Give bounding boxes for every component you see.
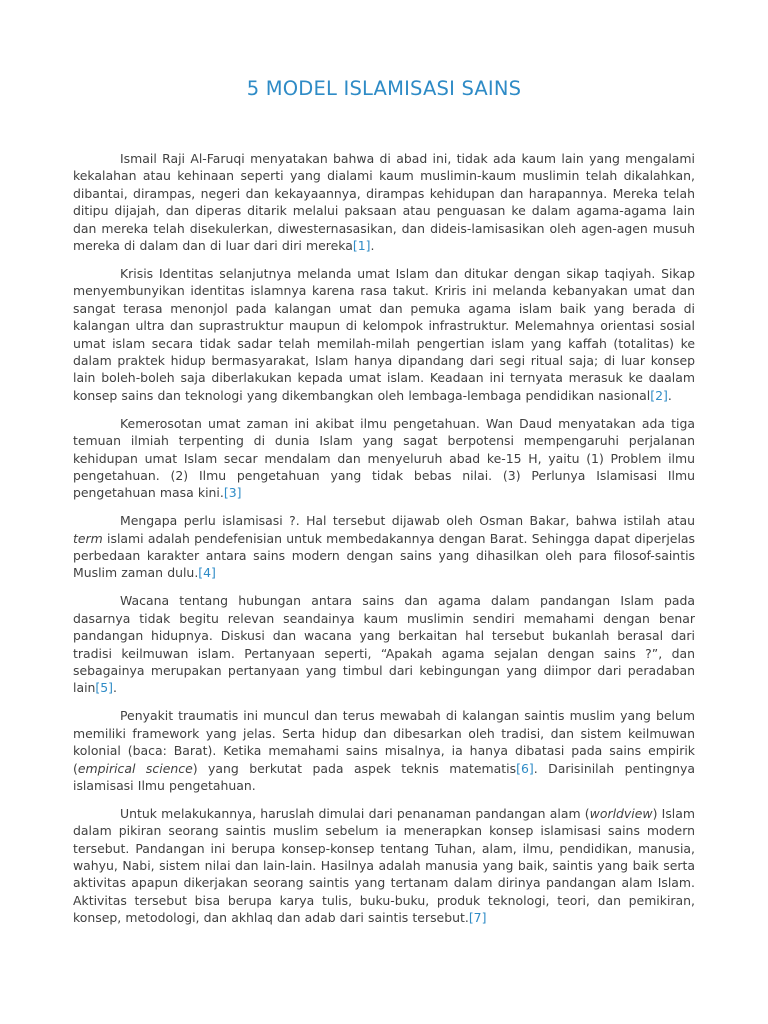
paragraph-1 <box>73 150 695 254</box>
paragraph-5 <box>73 592 695 696</box>
paragraph-text: Mengapa perlu islamisasi ?. Hal tersebut dijawab oleh Osman Bakar, bahwa istilah atau <box>120 513 695 529</box>
italic-term: term <box>73 530 103 546</box>
footnote-link-6[interactable]: [6] <box>516 760 534 776</box>
document-page <box>73 0 695 937</box>
paragraph-text-cont: ) Islam dalam pikiran seorang saintis muslim sebelum ia menerapkan konsep islamisasi sains modern tersebut. Pandangan ini berupa konsep-konsep tentang Tuhan, alam, ilmu, pendidikan, manusia, wahyu, Nabi, sistem nilai dan lain-lain. Hasilnya adalah manusia yang baik, saintis yang baik serta aktivitas apapun dikerjakan seorang saintis yang tertanam dalam dirinya pandangan alam Islam. Aktivitas tersebut bisa berupa karya tulis, buku-buku, produk teknologi, teori, dan pemikiran, konsep, metodologi, dan akhlaq dan adab dari saintis tersebut. <box>73 805 695 926</box>
footnote-link-3[interactable]: [3] <box>223 485 242 501</box>
paragraph-text-end: . <box>667 387 672 403</box>
paragraph-text: Krisis Identitas selanjutnya melanda umat Islam dan ditukar dengan sikap taqiyah. Sikap menyembunyikan identitas islamnya karena rasa takut. Kriris ini melanda kebanyakan umat dan sangat terasa menonjol pada kalangan umat dan pemuka agama islam baik yang berada di kalangan ultra dan suprastruktur maupun di kelompok infrastruktur. Melemahnya orientasi sosial umat islam secara tidak sadar telah memilah-milah pengertian islam yang kaffah (totalitas) ke dalam praktek hidup bermasyarakat, Islam hanya dipandang dari segi ritual saja; di luar konsep lain boleh-boleh saja diberlakukan kepada umat islam. Keadaan ini ternyata merasuk ke daalam konsep sains dan teknologi yang dikembangkan oleh lembaga-lembaga pendidikan nasional <box>73 265 695 403</box>
footnote-link-1[interactable]: [1] <box>352 238 371 254</box>
paragraph-3 <box>73 415 695 502</box>
paragraph-6 <box>73 707 695 794</box>
footnote-link-7[interactable]: [7] <box>468 910 487 926</box>
italic-term: empirical science <box>77 760 193 776</box>
paragraph-text: Ismail Raji Al-Faruqi menyatakan bahwa di abad ini, tidak ada kaum lain yang mengalami kekalahan atau kehinaan seperti yang dialami kaum muslimin-kaum muslimin telah dikalahkan, dibantai, dirampas, negeri dan kekayaannya, dirampas kehidupan dan harapannya. Mereka telah ditipu dijajah, dan diperas ditarik melalui paksaan atau penguasan ke dalam agama-agama lain dan mereka telah disekulerkan, diwesternasasikan, dan dideis-lamisasikan oleh agen-agen musuh mereka di dalam dan di luar dari diri mereka <box>73 151 695 254</box>
paragraph-text: Wacana tentang hubungan antara sains dan agama dalam pandangan Islam pada dasarnya tidak begitu relevan seandainya kaum muslimin sendiri memahami dengan benar pandangan hidupnya. Diskusi dan wacana yang berkaitan hal tersebut bukanlah berasal dari tradisi keilmuwan islam. Pertanyaan seperti, “Apakah agama sejalan dengan sains ?”, dan sebagainya merupakan pertanyaan yang timbul dari kebingungan yang diimpor dari peradaban lain <box>73 593 695 696</box>
italic-term: worldview <box>589 805 653 821</box>
paragraph-text-end: . Darisinilah pentingnya islamisasi Ilmu pengetahuan. <box>73 760 695 793</box>
paragraph-7 <box>73 805 695 927</box>
paragraph-text: Penyakit traumatis ini muncul dan terus mewabah di kalangan saintis muslim yang belum memiliki framework yang jelas. Serta hidup dan dibesarkan oleh tradisi, dan sistem keilmuwan kolonial (baca: Barat). Ketika memahami sains misalnya, ia hanya dibatasi pada sains empirik ( <box>73 708 695 776</box>
paragraph-text-cont: islami adalah pendefenisian untuk membedakannya dengan Barat. Sehingga dapat diperjelas perbedaan karakter antara sains modern dengan sains yang dihasilkan oleh para filosof-saintis Muslim zaman dulu. <box>73 530 695 581</box>
paragraph-text-end: . <box>113 680 118 696</box>
page-title: 5 MODEL ISLAMISASI SAINS <box>246 77 522 100</box>
paragraph-text: Kemerosotan umat zaman ini akibat ilmu pengetahuan. Wan Daud menyatakan ada tiga temuan ilmiah terpenting di dunia Islam yang sagat berpotensi mempengaruhi perjalanan kehidupan umat Islam secar mendalam dan menyeluruh abad ke-15 H, yaitu (1) Problem ilmu pengetahuan. (2) Ilmu pengetahuan yang tidak bebas nilai. (3) Perlunya Islamisasi Ilmu pengetahuan masa kini. <box>73 415 695 501</box>
footnote-link-4[interactable]: [4] <box>198 565 216 581</box>
footnote-link-2[interactable]: [2] <box>650 387 668 403</box>
paragraph-2 <box>73 265 695 404</box>
document-body <box>73 150 695 927</box>
paragraph-text-end: . <box>370 238 375 254</box>
paragraph-text: Untuk melakukannya, haruslah dimulai dari penanaman pandangan alam ( <box>120 805 590 821</box>
paragraph-text-cont: ) yang berkutat pada aspek teknis matematis <box>192 760 517 776</box>
paragraph-4 <box>73 512 695 582</box>
footnote-link-5[interactable]: [5] <box>95 680 114 696</box>
